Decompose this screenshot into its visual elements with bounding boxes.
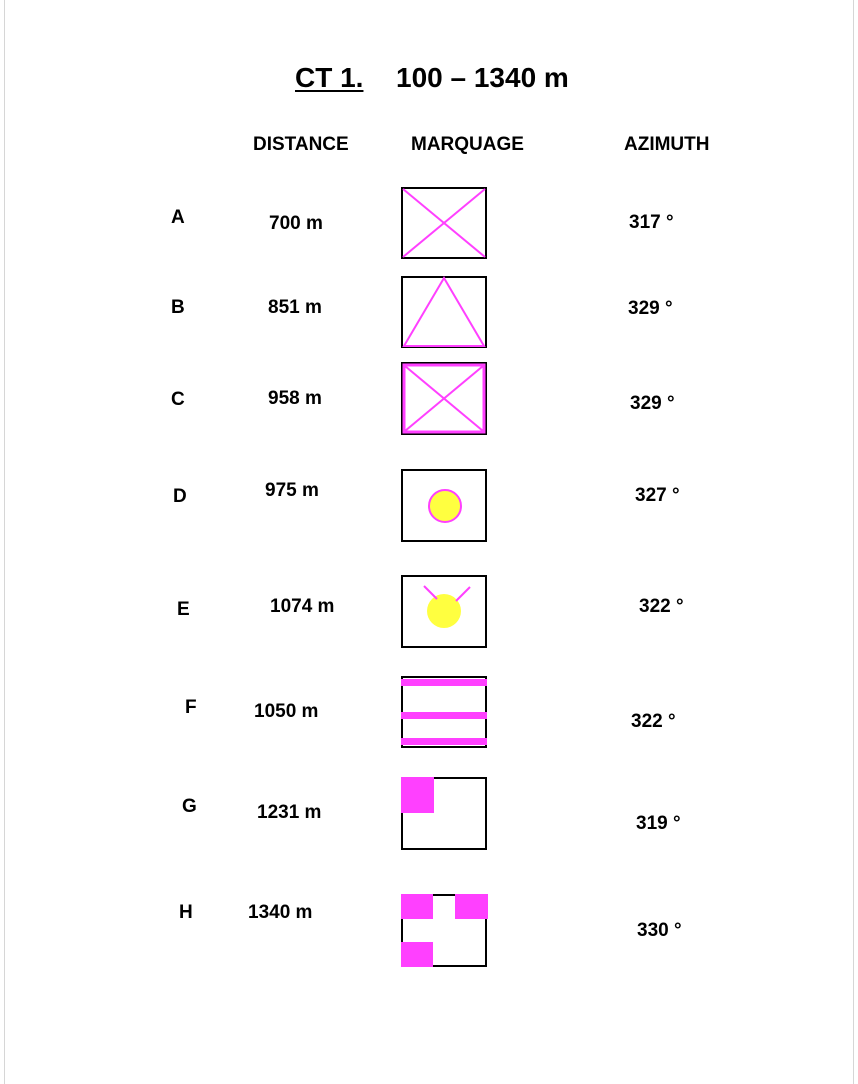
row-c-distance: 958 m [268,388,322,409]
marking-box-with-x [401,187,487,259]
marking-three-horizontal-bars [401,676,487,748]
row-b-azimuth: 329 ° [628,298,673,319]
marking-yellow-circle [401,469,487,542]
header-azimuth: AZIMUTH [624,134,710,155]
marking-framed-x [401,362,487,435]
title-code: CT 1. [295,62,364,93]
row-d-azimuth: 327 ° [635,485,680,506]
row-f-letter: F [185,697,197,718]
row-h-letter: H [179,902,193,923]
row-g-azimuth: 319 ° [636,813,681,834]
row-a-letter: A [171,207,185,228]
row-b-distance: 851 m [268,297,322,318]
row-a-distance: 700 m [269,213,323,234]
row-c-azimuth: 329 ° [630,393,675,414]
row-d-distance: 975 m [265,480,319,501]
header-distance: DISTANCE [253,134,349,155]
row-h-azimuth: 330 ° [637,920,682,941]
row-g-distance: 1231 m [257,802,322,823]
page-edge-left [4,0,5,1084]
row-h-distance: 1340 m [248,902,313,923]
row-e-letter: E [177,599,190,620]
marking-yellow-circle-with-antennae [401,575,487,648]
row-f-azimuth: 322 ° [631,711,676,732]
row-d-letter: D [173,486,187,507]
row-f-distance: 1050 m [254,701,319,722]
row-c-letter: C [171,389,185,410]
row-g-letter: G [182,796,197,817]
title-range: 100 – 1340 m [396,62,569,93]
marking-top-left-square [401,777,487,850]
page-title [0,62,858,96]
row-e-distance: 1074 m [270,596,335,617]
marking-triangle [401,276,487,348]
row-a-azimuth: 317 ° [629,212,674,233]
header-marquage: MARQUAGE [411,134,524,155]
page-edge-right [853,0,854,1084]
marking-three-corner-squares [401,894,488,968]
row-e-azimuth: 322 ° [639,596,684,617]
row-b-letter: B [171,297,185,318]
